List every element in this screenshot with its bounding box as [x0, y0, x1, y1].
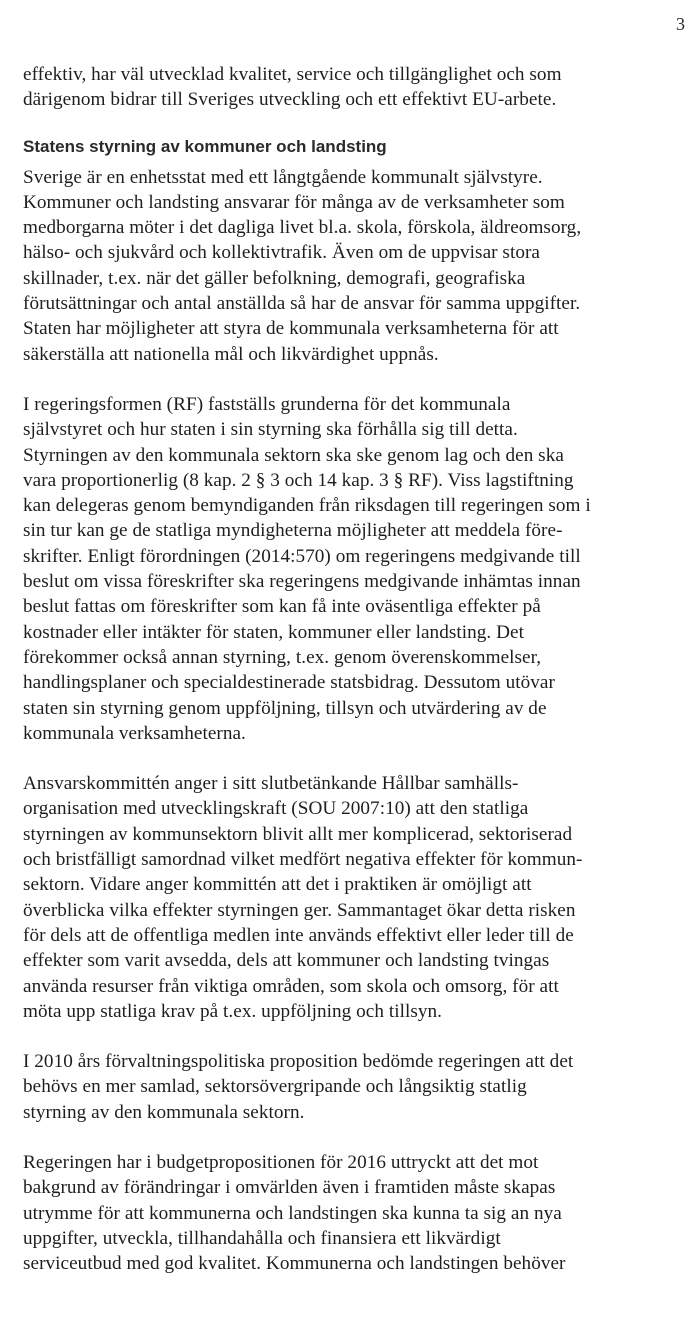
text-line: Kommuner och landsting ansvarar för många av de verksamheter som: [23, 191, 565, 213]
text-line: handlingsplaner och specialdestinerade statsbidrag. Dessutom utövar: [23, 672, 555, 694]
text-line: I 2010 års förvaltningspolitiska proposition bedömde regeringen att det: [23, 1051, 574, 1073]
text-line: styrning av den kommunala sektorn.: [23, 1101, 305, 1123]
paragraph-5: [23, 1150, 683, 1276]
text-line: kommunala verksamheterna.: [23, 722, 246, 744]
text-line: Staten har möjligheter att styra de kommunala verksamheterna för att: [23, 318, 559, 340]
section-heading: Statens styrning av kommuner och landsting: [23, 136, 387, 156]
text-line: sin tur kan ge de statliga myndigheterna möjligheter att meddela före-: [23, 520, 563, 542]
text-line: I regeringsformen (RF) fastställs grunderna för det kommunala: [23, 393, 511, 415]
text-line: uppgifter, utveckla, tillhandahålla och finansiera ett likvärdigt: [23, 1227, 501, 1249]
text-line: medborgarna möter i det dagliga livet bl.a. skola, förskola, äldreomsorg,: [23, 217, 582, 239]
intro-paragraph: [23, 62, 683, 113]
text-line: bakgrund av förändringar i omvärlden även i framtiden måste skapas: [23, 1177, 556, 1199]
text-line: beslut fattas om föreskrifter som kan få inte oväsentliga effekter på: [23, 596, 541, 618]
page-number: 3: [676, 14, 685, 34]
page-body: [23, 62, 683, 1276]
paragraph-2: [23, 392, 683, 746]
text-line: möta upp statliga krav på t.ex. uppföljning och tillsyn.: [23, 1000, 442, 1022]
text-line: effekter som varit avsedda, dels att kommuner och landsting tvingas: [23, 950, 550, 972]
text-line: kan delegeras genom bemyndiganden från riksdagen till regeringen som i: [23, 495, 591, 517]
text-line: vara proportionerlig (8 kap. 2 § 3 och 14 kap. 3 § RF). Viss lagstiftning: [23, 469, 574, 491]
text-line: sektorn. Vidare anger kommittén att det i praktiken är omöjligt att: [23, 874, 532, 896]
text-line: behövs en mer samlad, sektorsövergripande och långsiktig statlig: [23, 1076, 527, 1098]
text-line: skrifter. Enligt förordningen (2014:570) om regeringens medgivande till: [23, 545, 581, 567]
paragraph-3: [23, 771, 683, 1024]
text-line: och bristfälligt samordnad vilket medfört negativa effekter för kommun-: [23, 849, 583, 871]
text-line: överblicka vilka effekter styrningen ger. Sammantaget ökar detta risken: [23, 899, 576, 921]
text-line: använda resurser från viktiga områden, som skola och omsorg, för att: [23, 975, 559, 997]
text-line: självstyret och hur staten i sin styrning ska förhålla sig till detta.: [23, 419, 518, 441]
text-line: därigenom bidrar till Sveriges utveckling och ett effektivt EU-arbete.: [23, 89, 557, 111]
text-line: Ansvarskommittén anger i sitt slutbetänkande Hållbar samhälls-: [23, 773, 519, 795]
text-line: Sverige är en enhetsstat med ett långtgående kommunalt självstyre.: [23, 166, 543, 188]
text-line: för dels att de offentliga medlen inte används effektivt eller leder till de: [23, 924, 574, 946]
text-line: organisation med utvecklingskraft (SOU 2007:10) att den statliga: [23, 798, 529, 820]
text-line: serviceutbud med god kvalitet. Kommunerna och landstingen behöver: [23, 1253, 566, 1275]
text-line: säkerställa att nationella mål och likvärdighet uppnås.: [23, 343, 439, 365]
text-line: kostnader eller intäkter för staten, kommuner eller landsting. Det: [23, 621, 524, 643]
paragraph-4: [23, 1049, 683, 1125]
text-line: förutsättningar och antal anställda så har de ansvar för samma uppgifter.: [23, 293, 581, 315]
text-line: staten sin styrning genom uppföljning, tillsyn och utvärdering av de: [23, 697, 547, 719]
text-line: Styrningen av den kommunala sektorn ska ske genom lag och den ska: [23, 444, 564, 466]
text-line: utrymme för att kommunerna och landstingen ska kunna ta sig an nya: [23, 1202, 562, 1224]
text-line: effektiv, har väl utvecklad kvalitet, service och tillgänglighet och som: [23, 64, 562, 85]
text-line: hälso- och sjukvård och kollektivtrafik. Även om de uppvisar stora: [23, 242, 540, 264]
text-line: förekommer också annan styrning, t.ex. genom överenskommelser,: [23, 646, 542, 668]
text-line: styrningen av kommunsektorn blivit allt mer komplicerad, sektoriserad: [23, 823, 573, 845]
text-line: Regeringen har i budgetpropositionen för 2016 uttryckt att det mot: [23, 1151, 539, 1173]
text-line: beslut om vissa föreskrifter ska regeringens medgivande inhämtas innan: [23, 571, 581, 593]
text-line: skillnader, t.ex. när det gäller befolkning, demografi, geografiska: [23, 267, 526, 289]
paragraph-1: [23, 165, 683, 367]
